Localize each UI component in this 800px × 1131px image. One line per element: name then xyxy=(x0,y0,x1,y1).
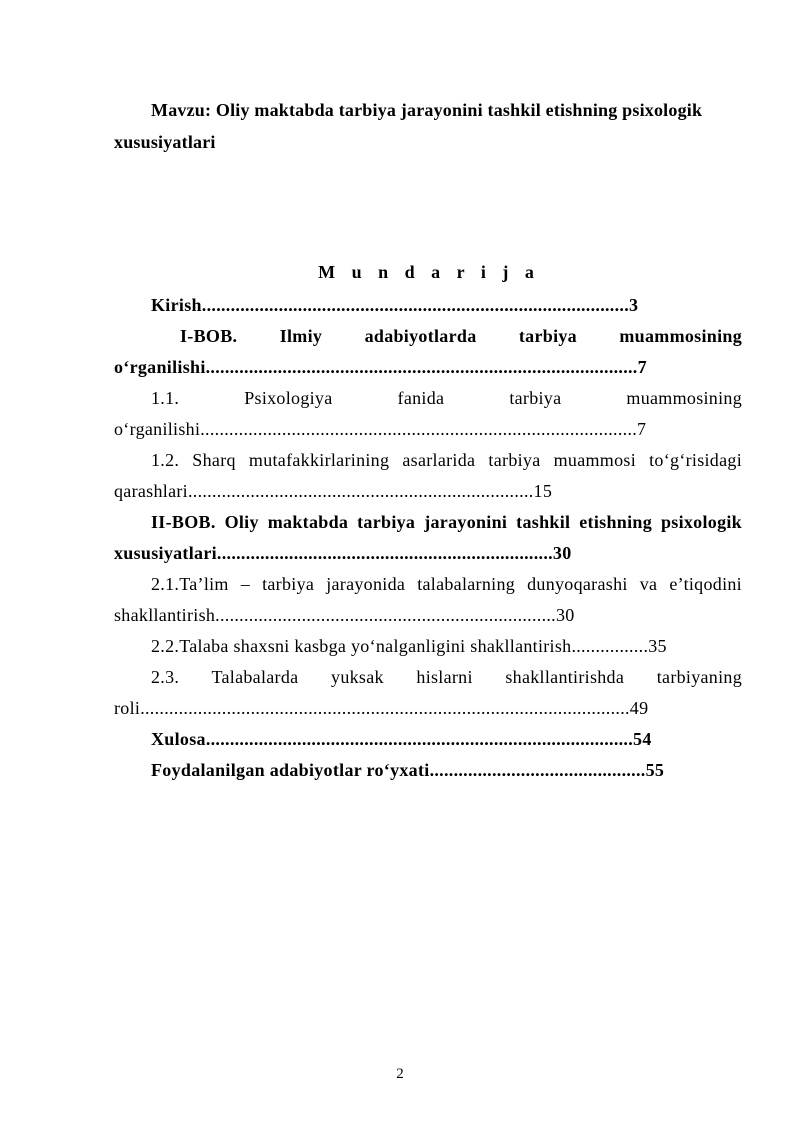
table-of-contents xyxy=(114,290,742,786)
toc-entry-conclusion: Xulosa.........................................................................................54 xyxy=(151,729,652,749)
page-number: 2 xyxy=(396,1066,404,1082)
toc-entry-section-1-2: 1.2. Sharq mutafakkirlarining asarlarida tarbiya muammosi to‘g‘risidagi qarashlari........................................................................15 xyxy=(114,450,742,501)
toc-entry-section-1-1: 1.1. Psixologiya fanida tarbiya muammosining o‘rganilishi...........................................................................................7 xyxy=(114,388,742,439)
toc-entry-references: Foydalanilgan adabiyotlar ro‘yxati.............................................55 xyxy=(151,760,665,780)
toc-entry-chapter-1: I-BOB. Ilmiy adabiyotlarda tarbiya muammosining o‘rganilishi..........................................................................................7 xyxy=(114,326,742,377)
toc-entry-section-2-3: 2.3. Talabalarda yuksak hislarni shakllantirishda tarbiyaning roli......................................................................................................49 xyxy=(114,667,742,718)
contents-heading: M u n d a r i j a xyxy=(318,262,540,282)
toc-entry-section-2-2: 2.2.Talaba shaxsni kasbga yo‘nalganligini shakllantirish................35 xyxy=(151,636,667,656)
toc-entry-introduction: Kirish.........................................................................................3 xyxy=(151,295,639,315)
document-topic: Mavzu: Oliy maktabda tarbiya jarayonini tashkil etishning psixologik xususiyatlari xyxy=(114,100,703,152)
toc-entry-section-2-1: 2.1.Ta’lim – tarbiya jarayonida talabalarning dunyoqarashi va e’tiqodini shakllantirish.......................................................................30 xyxy=(114,574,742,625)
toc-entry-chapter-2: II-BOB. Oliy maktabda tarbiya jarayonini tashkil etishning psixologik xususiyatlari......................................................................30 xyxy=(114,512,742,563)
